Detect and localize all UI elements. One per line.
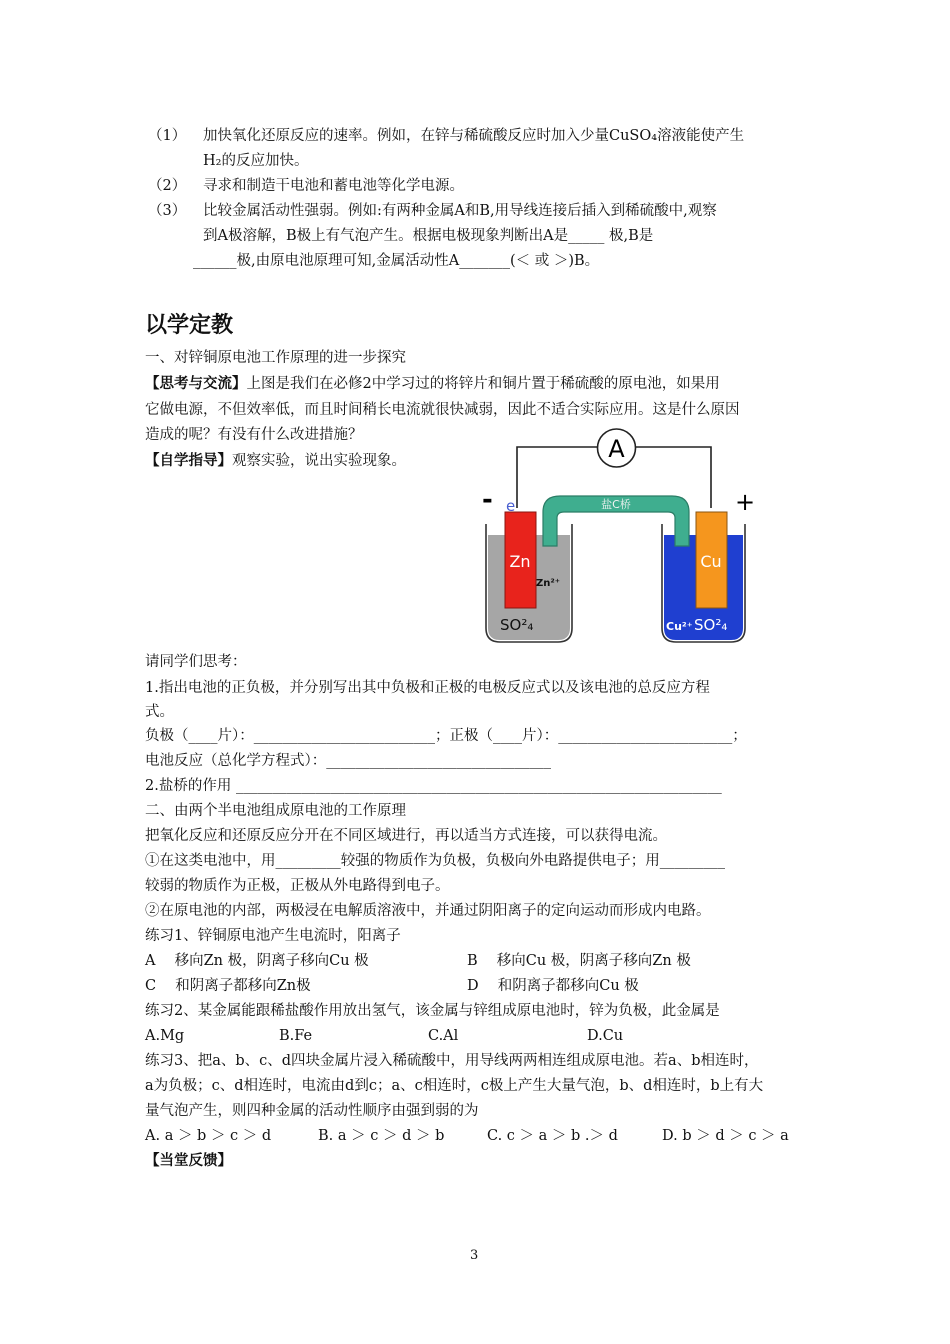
use-2-number: （2） (148, 178, 187, 194)
use-1-text-line1: 加快氧化还原反应的速率。例如，在锌与稀硫酸反应时加入少量CuSO₄溶液能使产生 (203, 128, 745, 144)
exercise-2-option-b: B.Fe (279, 1028, 313, 1044)
think-paragraph-line2: 它做电源，不但效率低，而且时间稍长电流就很快减弱，因此不适合实际应用。这是什么原因 (145, 402, 740, 418)
part2-title: 二、由两个半电池组成原电池的工作原理 (145, 803, 406, 819)
exercise-3-line1: 练习3、把a、b、c、d四块金属片浸入稀硫酸中，用导线两两相连组成原电池。若a、b相连时， (145, 1053, 759, 1069)
guide-paragraph (145, 451, 406, 471)
use-3-number: （3） (148, 203, 187, 219)
exercise-3-line3: 量气泡产生，则四种金属的活动性顺序由强到弱的为 (145, 1103, 479, 1119)
question-1-overall: 电池反应（总化学方程式）：_______________________________ (145, 753, 551, 769)
exercise-2-option-a: A.Mg (145, 1028, 185, 1044)
electron-label: e (506, 497, 516, 515)
question-1-line1: 1.指出电池的正负极，并分别写出其中负极和正极的电极反应式以及该电池的总反应方程 (145, 680, 710, 696)
exercise-3-option-d: D. b ＞ d ＞ c ＞ a (662, 1128, 789, 1144)
exercise-3-option-a: A. a ＞ b ＞ c ＞ d (145, 1128, 272, 1144)
guide-text: 观察实验，说出实验现象。 (232, 453, 406, 469)
ammeter-label: A (608, 435, 625, 463)
zinc-label: Zn (509, 552, 531, 571)
think-text-line1: 上图是我们在必修2中学习过的将锌片和铜片置于稀硫酸的原电池，如果用 (246, 376, 720, 392)
exercise-1-option-b: B 移向Cu 极，阴离子移向Zn 极 (467, 953, 691, 969)
exercise-1-option-c: C 和阴离子都移向Zn极 (145, 978, 311, 994)
exercise-2-option-d: D.Cu (587, 1028, 624, 1044)
part2-paragraph-3: ②在原电池的内部，两极浸在电解质溶液中，并通过阴阳离子的定向运动而形成内电路。 (145, 903, 711, 919)
use-3-text-line2: 到A极溶解，B极上有气泡产生。根据电极现象判断出A是_____ 极,B是 (203, 228, 654, 244)
think-label: 【思考与交流】 (145, 376, 247, 392)
exercise-2-option-c: C.Al (428, 1028, 459, 1044)
guide-label: 【自学指导】 (145, 453, 232, 469)
exercise-1-option-d: D 和阴离子都移向Cu 极 (467, 978, 639, 994)
positive-sign: + (735, 488, 756, 516)
copper-label: Cu (700, 552, 722, 571)
question-2: 2.盐桥的作用 ___________________________________________________________________ (145, 778, 722, 794)
use-2-text: 寻求和制造干电池和蓄电池等化学电源。 (203, 178, 464, 194)
zinc-copper-cell-diagram (478, 428, 770, 650)
part2-paragraph-2-line2: 较弱的物质作为正极，正极从外电路得到电子。 (145, 878, 450, 894)
part2-paragraph-1: 把氧化反应和还原反应分开在不同区域进行，再以适当方式连接，可以获得电流。 (145, 828, 667, 844)
sulfate-left-label: SO²₄ (500, 616, 534, 634)
salt-bridge-label: 盐C桥 (601, 498, 631, 511)
use-3-text-line1: 比较金属活动性强弱。例如:有两种金属A和B,用导线连接后插入到稀硫酸中,观察 (203, 203, 717, 219)
part2-paragraph-2-line1: ①在这类电池中，用_________较强的物质作为负极，负极向外电路提供电子；用_________ (145, 853, 725, 869)
exercise-3-option-b: B. a ＞ c ＞ d ＞ b (318, 1128, 445, 1144)
page-number: 3 (470, 1248, 479, 1263)
exercise-1-stem: 练习1、锌铜原电池产生电流时，阳离子 (145, 928, 401, 944)
exercise-3-line2: a为负极；c、d相连时，电流由d到c；a、c相连时，c极上产生大量气泡，b、d相连时，b上有大 (145, 1078, 764, 1094)
think-paragraph-line1 (145, 374, 720, 394)
use-3-text-line3: ______极,由原电池原理可知,金属活动性A_______(＜ 或 ＞)B。 (193, 253, 600, 269)
negative-sign: - (482, 485, 493, 515)
use-1-text-line2: H₂的反应加快。 (203, 153, 309, 169)
part1-title: 一、对锌铜原电池工作原理的进一步探究 (145, 350, 406, 366)
zinc-ion-label: Zn²⁺ (536, 578, 561, 589)
question-1-electrodes: 负极（____片）：_________________________；正极（____片）：________________________； (145, 728, 747, 744)
section-title: 以学定教 (145, 313, 234, 338)
sulfate-right-label: SO²₄ (694, 616, 728, 634)
use-1-number: （1） (148, 128, 187, 144)
think-paragraph-line3: 造成的呢？有没有什么改进措施？ (145, 427, 363, 443)
exercise-2-stem: 练习2、某金属能跟稀盐酸作用放出氢气，该金属与锌组成原电池时，锌为负极，此金属是 (145, 1003, 720, 1019)
exercise-3-option-c: C. c ＞ a ＞ b .＞ d (487, 1128, 618, 1144)
feedback-label: 【当堂反馈】 (145, 1153, 232, 1169)
copper-ion-label: Cu²⁺ (666, 620, 693, 633)
questions-intro: 请同学们思考： (145, 654, 247, 670)
question-1-line2: 式。 (145, 704, 174, 720)
exercise-1-option-a: A 移向Zn 极，阴离子移向Cu 极 (145, 953, 369, 969)
